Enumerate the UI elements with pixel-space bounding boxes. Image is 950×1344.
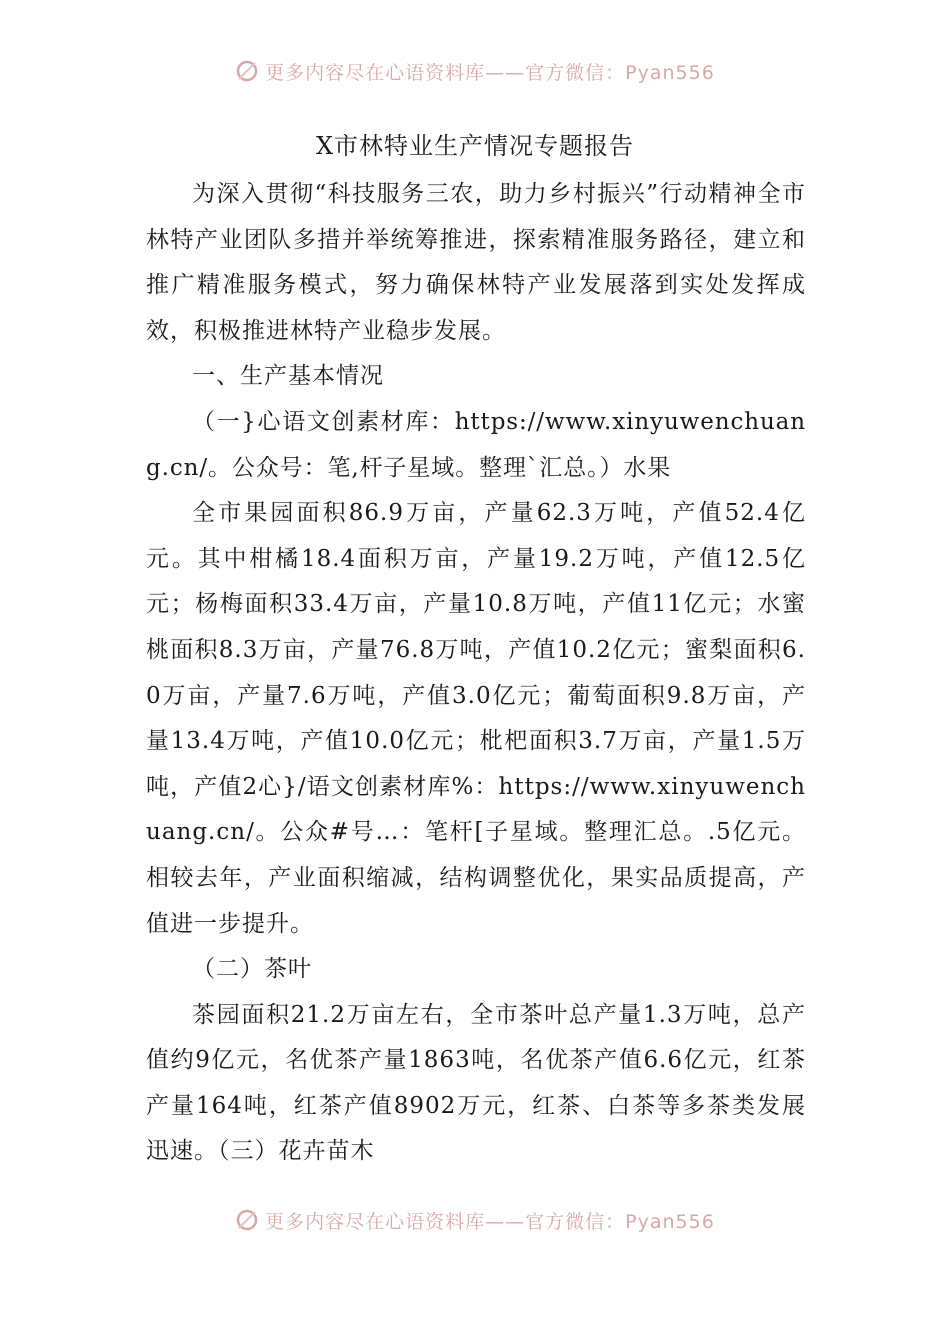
tea-paragraph: 茶园面积21.2万亩左右，全市茶叶总产量1.3万吨，总产值约9亿元，名优茶产量1863吨，名优茶产值6.6亿元，红茶产量164吨，红茶产值8902万元，红茶、白茶等多茶类发展迅速。（三）花卉苗木 bbox=[146, 1001, 806, 1165]
intro-paragraph: 为深入贯彻“科技服务三农，助力乡村振兴”行动精神全市林特产业团队多措并举统筹推进，探索精准服务路径，建立和推广精准服务模式，努力确保林特产业发展落到实处发挥成效，积极推进林特产业稳步发展。 bbox=[146, 181, 806, 344]
watermark-footer bbox=[0, 1205, 950, 1235]
watermark-header-text: 更多内容尽在心语资料库——官方微信：Pyan556 bbox=[265, 61, 715, 84]
subsection-heading-tea: （二）茶叶 bbox=[192, 956, 312, 983]
section-heading-production: 一、生产基本情况 bbox=[192, 363, 384, 390]
watermark-logo-icon bbox=[235, 59, 259, 83]
watermark-logo-icon bbox=[235, 1208, 259, 1232]
watermark-header bbox=[0, 56, 950, 86]
page-title: X市林特业生产情况专题报告 bbox=[315, 132, 635, 160]
subsection-heading-fruit: （一}心语文创素材库：https://www.xinyuwenchuang.cn/。公众号：笔,杆子星域。整理`汇总。）水果 bbox=[146, 408, 806, 481]
document-body bbox=[146, 172, 806, 1175]
fruit-paragraph: 全市果园面积86.9万亩，产量62.3万吨，产值52.4亿元。其中柑橘18.4面积万亩，产量19.2万吨，产值12.5亿元；杨梅面积33.4万亩，产量10.8万吨，产值11亿元；水蜜桃面积8.3万亩，产量76.8万吨，产值10.2亿元；蜜梨面积6.0万亩，产量7.6万吨，产值3.0亿元；葡萄面积9.8万亩，产量13.4万吨，产值10.0亿元；枇杷面积3.7万亩，产量1.5万吨，产值2心}/语文创素材库%：https://www.xinyuwenchuang.cn/。公众#号…：笔杆[子星域。整理汇总。.5亿元。相较去年，产业面积缩减，结构调整优化，果实品质提高，产值进一步提升。 bbox=[146, 500, 806, 937]
watermark-footer-text: 更多内容尽在心语资料库——官方微信：Pyan556 bbox=[265, 1210, 715, 1233]
